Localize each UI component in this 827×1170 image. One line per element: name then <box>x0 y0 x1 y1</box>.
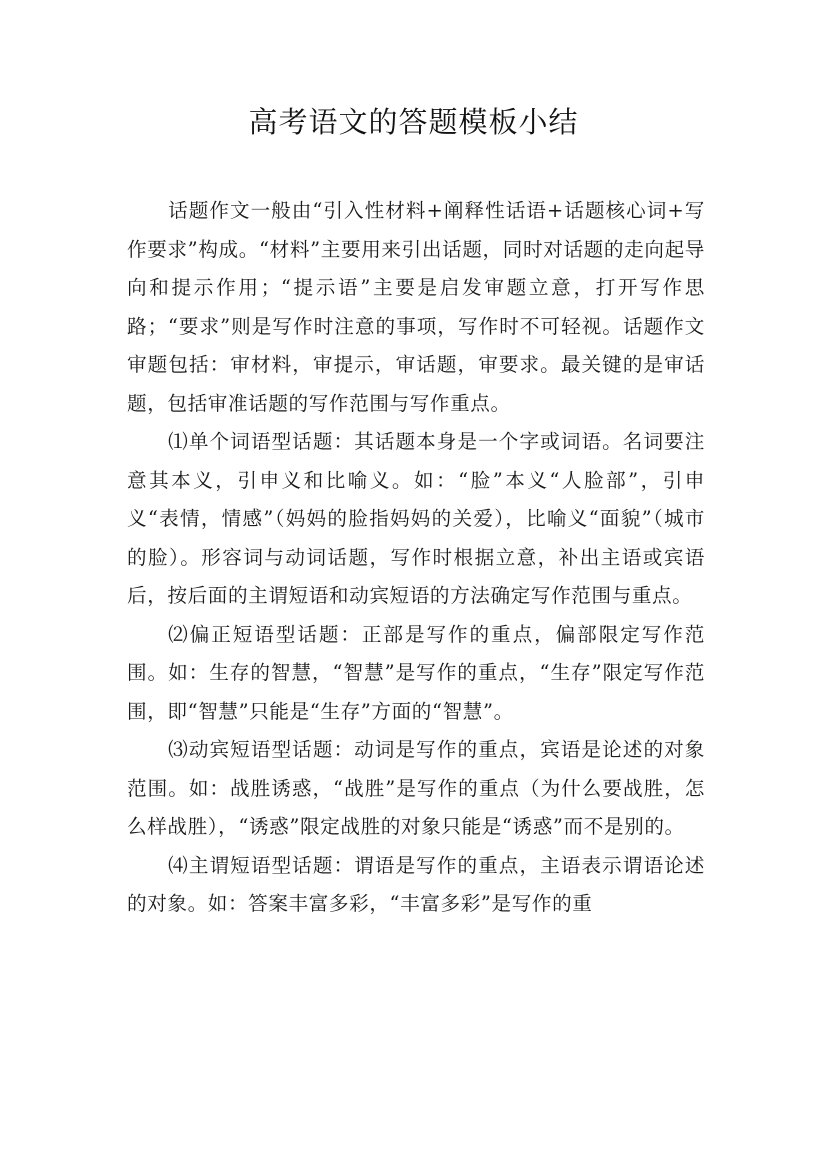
paragraph-intro: 话题作文一般由“引入性材料+阐释性话语+话题核心词+写作要求”构成。“材料”主要用来引出话题，同时对话题的走向起导向和提示作用；“提示语”主要是启发审题立意，打开写作思路；“要求”则是写作时注意的事项，写作时不可轻视。话题作文审题包括：审材料，审提示，审话题，审要求。最关键的是审话题，包括审准话题的写作范围与写作重点。 <box>127 199 705 415</box>
paragraph-verb-object-topic: ⑶动宾短语型话题：动词是写作的重点，宾语是论述的对象范围。如：战胜诱惑，“战胜”是写作的重点（为什么要战胜，怎么样战胜），“诱惑”限定战胜的对象只能是“诱惑”而不是别的。 <box>127 738 705 838</box>
paragraph-single-word-topic: ⑴单个词语型话题：其话题本身是一个字或词语。名词要注意其本义，引申义和比喻义。如：“脸”本义“人脸部”，引申义“表情，情感”（妈妈的脸指妈妈的关爱），比喻义“面貌”（城市的脸）。形容词与动词话题，写作时根据立意，补出主语或宾语后，按后面的主谓短语和动宾短语的方法确定写作范围与重点。 <box>127 430 705 607</box>
document-title: 高考语文的答题模板小结 <box>248 105 579 139</box>
document-body <box>127 192 705 924</box>
paragraph-subject-predicate-topic: ⑷主谓短语型话题：谓语是写作的重点，主语表示谓语论述的对象。如：答案丰富多彩，“丰富多彩”是写作的重 <box>127 853 705 915</box>
paragraph-modifier-phrase-topic: ⑵偏正短语型话题：正部是写作的重点，偏部限定写作范围。如：生存的智慧，“智慧”是写作的重点，“生存”限定写作范围，即“智慧”只能是“生存”方面的“智慧”。 <box>127 622 705 723</box>
